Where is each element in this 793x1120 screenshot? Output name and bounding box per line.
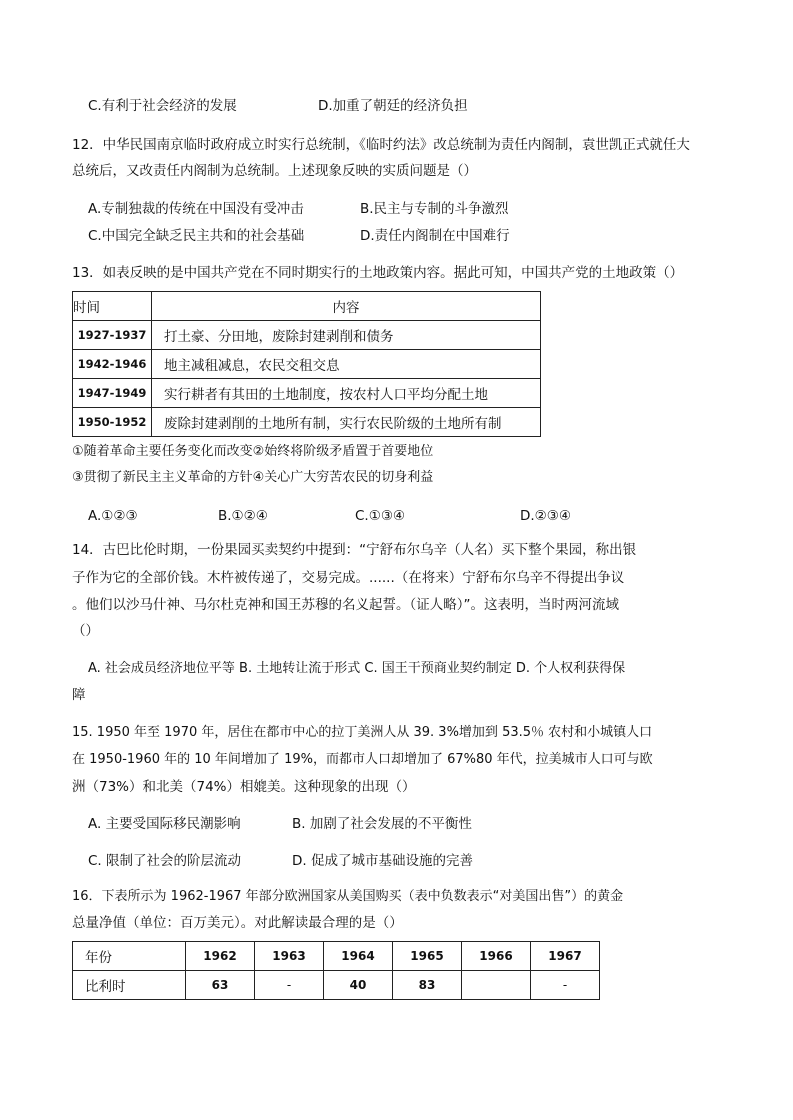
q12-option-c: C.中国完全缺乏民主共和的社会基础 <box>88 228 305 244</box>
table-row <box>73 321 541 350</box>
table-cell-content: 废除封建剥削的土地所有制，实行农民阶级的土地所有制 <box>152 408 541 437</box>
q15-option-d: D. 促成了城市基础设施的完善 <box>292 853 473 869</box>
table-cell-period: 1950-1952 <box>73 408 152 437</box>
q13-land-policy-table <box>72 291 541 437</box>
q12-option-d: D.责任内阁制在中国难行 <box>360 228 510 244</box>
table-header-period: 时间 <box>73 292 152 321</box>
q14-stem-line1: 14．古巴比伦时期，一份果园买卖契约中提到：“宁舒布尔乌辛（人名）买下整个果园，称出银 <box>72 542 637 558</box>
q12-stem-line1: 12．中华民国南京临时政府成立时实行总统制，《临时约法》改总统制为责任内阁制，袁世凯正式就任大 <box>72 137 690 153</box>
q14-options: A. 社会成员经济地位平等 B. 土地转让流于形式 C. 国王干预商业契约制定 D. 个人权利获得保 <box>88 661 626 676</box>
table-header-year: 1964 <box>324 942 393 971</box>
q15-stem-line1: 15. 1950 年至 1970 年，居住在都市中心的拉丁美洲人从 39. 3%增加到 53.5％ 农村和小城镇人口 <box>72 725 653 740</box>
table-cell-value <box>462 971 531 1000</box>
q14-stem-line3: 。他们以沙马什神、马尔杜克神和国王苏穆的名义起誓。（证人略）”。这表明，当时两河流域 <box>72 597 619 613</box>
table-row <box>73 971 600 1000</box>
table-cell-content: 打土豪、分田地，废除封建剥削和债务 <box>152 321 541 350</box>
q15-stem-line2: 在 1950-1960 年的 10 年间增加了 19%，而都市人口却增加了 67%80 年代，拉美城市人口可与欧 <box>72 752 653 767</box>
table-cell-value: - <box>531 971 600 1000</box>
table-cell-value: - <box>255 971 324 1000</box>
table-row-country: 比利时 <box>73 971 186 1000</box>
q14-options-continued: 障 <box>72 687 86 703</box>
q12-option-a: A.专制独裁的传统在中国没有受冲击 <box>88 201 304 217</box>
table-header-year: 1967 <box>531 942 600 971</box>
table-header-row <box>73 942 600 971</box>
table-cell-value: 83 <box>393 971 462 1000</box>
table-row <box>73 350 541 379</box>
q12-option-b: B.民主与专制的斗争激烈 <box>360 201 509 217</box>
q11-option-c: C.有利于社会经济的发展 <box>88 98 237 114</box>
q16-stem-line2: 总量净值（单位：百万美元）。对此解读最合理的是（） <box>72 915 403 931</box>
table-cell-period: 1947-1949 <box>73 379 152 408</box>
table-cell-content: 实行耕者有其田的土地制度，按农村人口平均分配土地 <box>152 379 541 408</box>
table-header-year: 1966 <box>462 942 531 971</box>
q13-stem: 13．如表反映的是中国共产党在不同时期实行的土地政策内容。据此可知，中国共产党的土地政策（） <box>72 265 684 281</box>
q13-option-c: C.①③④ <box>355 508 406 524</box>
q13-statements-2: ③贯彻了新民主主义革命的方针④关心广大穷苦农民的切身利益 <box>72 470 434 485</box>
q14-stem-line4: （） <box>72 623 99 639</box>
q15-stem-line3: 洲（73%）和北美（74%）相媲美。这种现象的出现（） <box>72 779 416 795</box>
table-cell-content: 地主减租减息，农民交租交息 <box>152 350 541 379</box>
table-cell-period: 1927-1937 <box>73 321 152 350</box>
q15-option-a: A. 主要受国际移民潮影响 <box>88 816 241 832</box>
q15-option-c: C. 限制了社会的阶层流动 <box>88 853 242 869</box>
table-row <box>73 379 541 408</box>
q11-option-d: D.加重了朝廷的经济负担 <box>318 98 468 114</box>
table-header-content: 内容 <box>152 292 541 321</box>
q13-option-b: B.①②④ <box>218 508 268 524</box>
q13-option-d: D.②③④ <box>520 508 571 524</box>
table-header-year-label: 年份 <box>73 942 186 971</box>
table-header-year: 1962 <box>186 942 255 971</box>
q13-statements-1: ①随着革命主要任务变化而改变②始终将阶级矛盾置于首要地位 <box>72 444 434 459</box>
table-cell-value: 63 <box>186 971 255 1000</box>
q12-stem-line2: 总统后，又改责任内阁制为总统制。上述现象反映的实质问题是（） <box>72 163 477 179</box>
q15-option-b: B. 加剧了社会发展的不平衡性 <box>292 816 472 832</box>
q16-gold-purchase-table <box>72 941 600 1000</box>
q16-stem-line1: 16．下表所示为 1962-1967 年部分欧洲国家从美国购买（表中负数表示“对美国出售”）的黄金 <box>72 889 624 904</box>
q14-stem-line2: 子作为它的全部价钱。木杵被传递了，交易完成。......（在将来）宁舒布尔乌辛不得提出争议 <box>72 570 625 586</box>
q13-option-a: A.①②③ <box>88 508 138 524</box>
table-header-year: 1965 <box>393 942 462 971</box>
table-header-year: 1963 <box>255 942 324 971</box>
table-row <box>73 408 541 437</box>
table-cell-period: 1942-1946 <box>73 350 152 379</box>
table-cell-value: 40 <box>324 971 393 1000</box>
